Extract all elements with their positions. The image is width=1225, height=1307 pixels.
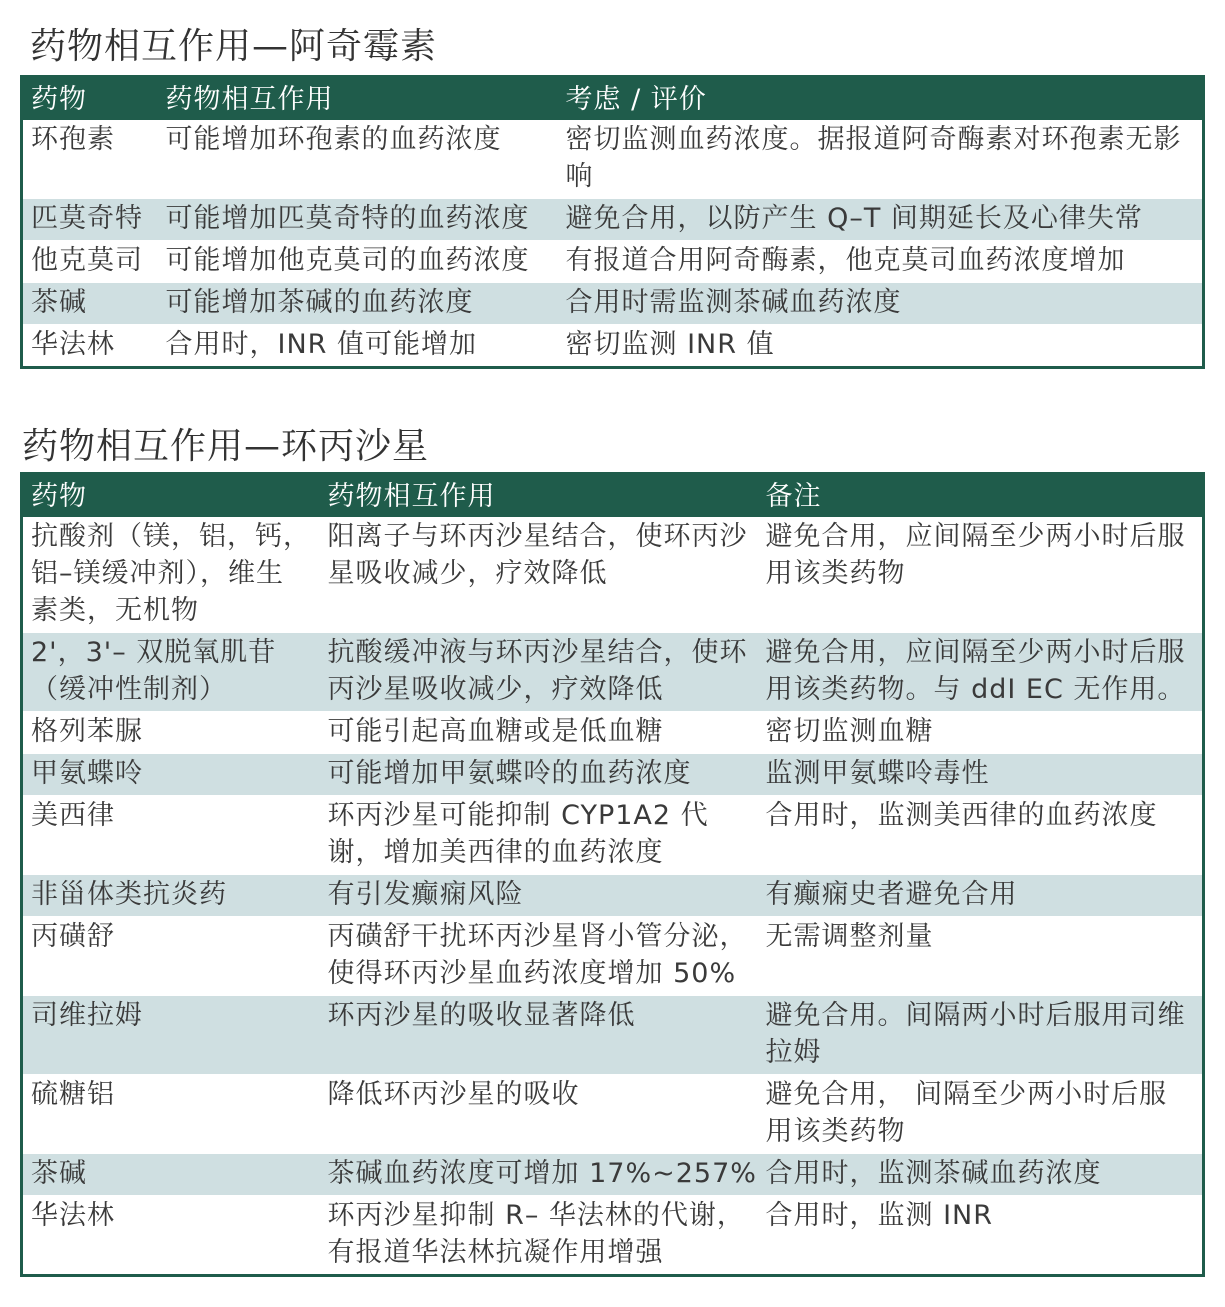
header-remarks: 备注	[758, 474, 1204, 518]
table-row	[22, 199, 1204, 241]
header-drug: 药物	[22, 77, 158, 121]
cell-note: 监测甲氨蝶呤毒性	[758, 754, 1204, 796]
cell-drug: 匹莫奇特	[22, 199, 158, 241]
cell-drug: 环孢素	[31, 124, 115, 155]
cell-note: 合用时需监测茶碱血药浓度	[558, 283, 1204, 325]
table-header-row	[22, 77, 1204, 121]
interaction-table-azithromycin	[20, 75, 1205, 369]
cell-note: 避免合用，应间隔至少两小时后服用该类药物。与 ddI EC 无作用。	[758, 633, 1204, 712]
cell-note: 密切监测血药浓度。据报道阿奇酶素对环孢素无影响	[565, 124, 1182, 192]
cell-drug: 美西律	[22, 796, 320, 875]
cell-note: 合用时，监测 INR	[758, 1196, 1204, 1276]
cell-interaction: 可能引起高血糖或是低血糖	[320, 712, 758, 754]
table-row	[22, 633, 1204, 712]
table-row	[22, 120, 1204, 199]
cell-note: 密切监测 INR 值	[558, 325, 1204, 368]
table-row	[22, 325, 1204, 368]
cell-drug: 2'，3'– 双脱氧肌苷（缓冲性制剂）	[22, 633, 320, 712]
table-row	[22, 917, 1204, 996]
cell-drug: 华法林	[22, 325, 158, 368]
cell-drug: 司维拉姆	[22, 996, 320, 1075]
table-row	[22, 712, 1204, 754]
table-row	[22, 796, 1204, 875]
table-row	[22, 754, 1204, 796]
cell-interaction: 可能增加匹莫奇特的血药浓度	[158, 199, 558, 241]
table-row	[22, 283, 1204, 325]
header-interaction: 药物相互作用	[320, 474, 758, 518]
header-interaction: 药物相互作用	[158, 77, 558, 121]
cell-drug: 他克莫司	[22, 241, 158, 283]
section-title-ciprofloxacin: 药物相互作用—环丙沙星	[22, 426, 430, 467]
cell-interaction: 合用时，INR 值可能增加	[158, 325, 558, 368]
table-row	[22, 1196, 1204, 1276]
cell-interaction: 茶碱血药浓度可增加 17%~257%	[320, 1154, 758, 1196]
cell-interaction: 可能增加甲氨蝶呤的血药浓度	[320, 754, 758, 796]
cell-interaction: 丙磺舒干扰环丙沙星肾小管分泌，使得环丙沙星血药浓度增加 50%	[320, 917, 758, 996]
table-row	[22, 996, 1204, 1075]
cell-note: 合用时，监测美西律的血药浓度	[758, 796, 1204, 875]
table-row	[22, 875, 1204, 917]
cell-note: 无需调整剂量	[758, 917, 1204, 996]
cell-interaction: 可能增加他克莫司的血药浓度	[158, 241, 558, 283]
cell-interaction: 环丙沙星的吸收显著降低	[320, 996, 758, 1075]
cell-drug: 茶碱	[22, 283, 158, 325]
cell-drug: 茶碱	[22, 1154, 320, 1196]
table-row	[22, 1075, 1204, 1154]
section-title-azithromycin: 药物相互作用—阿奇霉素	[30, 26, 438, 67]
cell-drug: 华法林	[22, 1196, 320, 1276]
table-row	[22, 517, 1204, 633]
header-evaluation: 考虑 / 评价	[558, 77, 1204, 121]
cell-interaction: 有引发癫痫风险	[320, 875, 758, 917]
cell-note: 有癫痫史者避免合用	[758, 875, 1204, 917]
cell-drug: 甲氨蝶呤	[22, 754, 320, 796]
cell-drug: 非甾体类抗炎药	[22, 875, 320, 917]
cell-drug: 硫糖铝	[22, 1075, 320, 1154]
table-header-row	[22, 474, 1204, 518]
cell-interaction: 抗酸缓冲液与环丙沙星结合，使环丙沙星吸收减少，疗效降低	[320, 633, 758, 712]
cell-note: 避免合用。间隔两小时后服用司维拉姆	[758, 996, 1204, 1075]
table-row	[22, 1154, 1204, 1196]
cell-note: 避免合用，应间隔至少两小时后服用该类药物	[765, 521, 1186, 589]
cell-note: 避免合用，以防产生 Q–T 间期延长及心律失常	[558, 199, 1204, 241]
cell-interaction: 可能增加茶碱的血药浓度	[158, 283, 558, 325]
header-drug: 药物	[22, 474, 320, 518]
cell-interaction: 可能增加环孢素的血药浓度	[165, 124, 502, 155]
cell-interaction: 环丙沙星可能抑制 CYP1A2 代谢，增加美西律的血药浓度	[320, 796, 758, 875]
cell-note: 有报道合用阿奇酶素，他克莫司血药浓度增加	[558, 241, 1204, 283]
cell-drug: 抗酸剂（镁，铝，钙，铝–镁缓冲剂），维生素类，无机物	[31, 521, 311, 626]
interaction-table-ciprofloxacin	[20, 472, 1205, 1277]
cell-note: 密切监测血糖	[758, 712, 1204, 754]
cell-interaction: 降低环丙沙星的吸收	[320, 1075, 758, 1154]
cell-interaction: 阳离子与环丙沙星结合，使环丙沙星吸收减少，疗效降低	[327, 521, 748, 589]
cell-note: 合用时，监测茶碱血药浓度	[758, 1154, 1204, 1196]
cell-drug: 格列苯脲	[22, 712, 320, 754]
table-row	[22, 241, 1204, 283]
cell-drug: 丙磺舒	[22, 917, 320, 996]
cell-note: 避免合用， 间隔至少两小时后服用该类药物	[758, 1075, 1204, 1154]
cell-interaction: 环丙沙星抑制 R– 华法林的代谢，有报道华法林抗凝作用增强	[320, 1196, 758, 1276]
